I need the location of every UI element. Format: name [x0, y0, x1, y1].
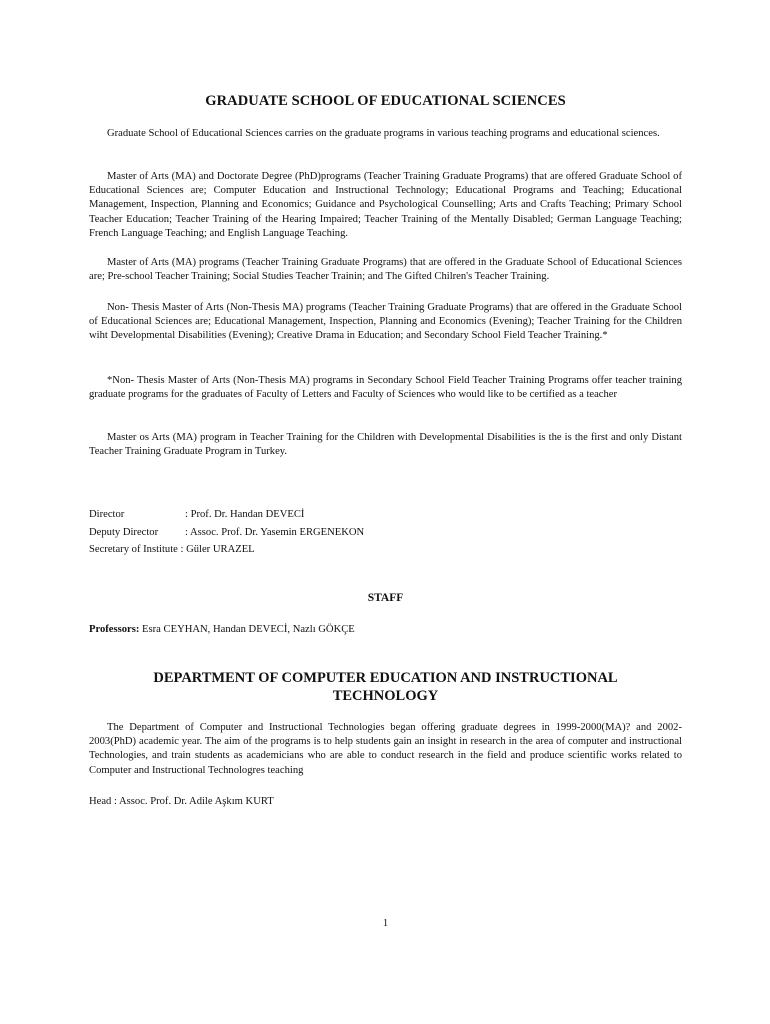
department-head: Head : Assoc. Prof. Dr. Adile Aşkım KURT	[89, 796, 274, 807]
department-title-line-2: TECHNOLOGY	[332, 688, 439, 704]
admin-name: : Assoc. Prof. Dr. Yasemin ERGENEKON	[185, 526, 365, 538]
distance-program-paragraph: Master os Arts (MA) program in Teacher Training for the Children with Developmental Disabilities is the is the first and only Distant Teacher Training Graduate Program in Turkey.	[89, 432, 682, 458]
admin-role: Deputy Director	[89, 526, 159, 538]
professors-names: Esra CEYHAN, Handan DEVECİ, Nazlı GÖKÇE	[139, 624, 355, 635]
ma-phd-programs-paragraph: Master of Arts (MA) and Doctorate Degree (PhD)programs (Teacher Training Graduate Programs) that are offered Graduate School of Educational Sciences are; Computer Education and Instructional Technology; Educational Programs and Teaching; Educational Management, Inspection, Planning and Economics; Guidance and Psychological Counselling; Arts and Crafts Teaching; Primary School Teacher Education; Teacher Training of the Hearing Impaired; Teacher Training of the Mentally Disabled; German Language Teaching; French Language Teaching; and English Language Teaching.	[89, 171, 682, 239]
professors-label: Professors:	[89, 624, 140, 635]
department-title-line-1: DEPARTMENT OF COMPUTER EDUCATION AND INSTRUCTIONAL	[153, 670, 618, 686]
staff-heading: STAFF	[367, 592, 404, 604]
page-title: GRADUATE SCHOOL OF EDUCATIONAL SCIENCES	[205, 93, 566, 109]
department-title	[89, 669, 682, 705]
admin-row-secretary	[89, 541, 364, 559]
admin-name: : Prof. Dr. Handan DEVECİ	[185, 509, 305, 520]
admin-role: Director	[89, 509, 125, 520]
ma-programs-paragraph: Master of Arts (MA) programs (Teacher Training Graduate Programs) that are offered in the Graduate School of Educational Sciences are; Pre-school Teacher Training; Social Studies Teacher Trainin; and The Gifted Chilren's Teacher Training.	[89, 257, 682, 283]
non-thesis-programs-paragraph: Non- Thesis Master of Arts (Non-Thesis MA) programs (Teacher Training Graduate Programs) that are offered in the Graduate School of Educational Sciences are; Educational Management, Inspection, Planning and Economics (Evening); Teacher Training for the Children wiht Developmental Disabilities (Evening); Creative Drama in Education; and Secondary School Field Teacher Training.*	[89, 302, 682, 342]
administration-list	[89, 506, 364, 559]
intro-paragraph: Graduate School of Educational Sciences carries on the graduate programs in various teaching programs and educational sciences.	[107, 128, 660, 139]
professors-line	[89, 624, 355, 635]
admin-row-director	[89, 506, 364, 524]
department-description: The Department of Computer and Instructional Technologies began offering graduate degrees in 1999-2000(MA)? and 2002-2003(PhD) academic year. The aim of the programs is to help students gain an insight in research in the area of computer and instructional Technologies, and train students as academicians who are able to conduct research in the field and produce scientific works related to Computer and Instructional Technologres teaching	[89, 722, 682, 776]
non-thesis-footnote-paragraph: *Non- Thesis Master of Arts (Non-Thesis MA) programs in Secondary School Field Teacher Training Programs offer teacher training graduate programs for the graduates of Faculty of Letters and Faculty of Sciences who would like to be certified as a teacher	[89, 375, 682, 401]
page-number: 1	[382, 918, 389, 929]
admin-name: : Güler URAZEL	[177, 544, 255, 555]
admin-role: Secretary of Institute	[89, 544, 178, 555]
admin-row-deputy-director	[89, 524, 364, 542]
